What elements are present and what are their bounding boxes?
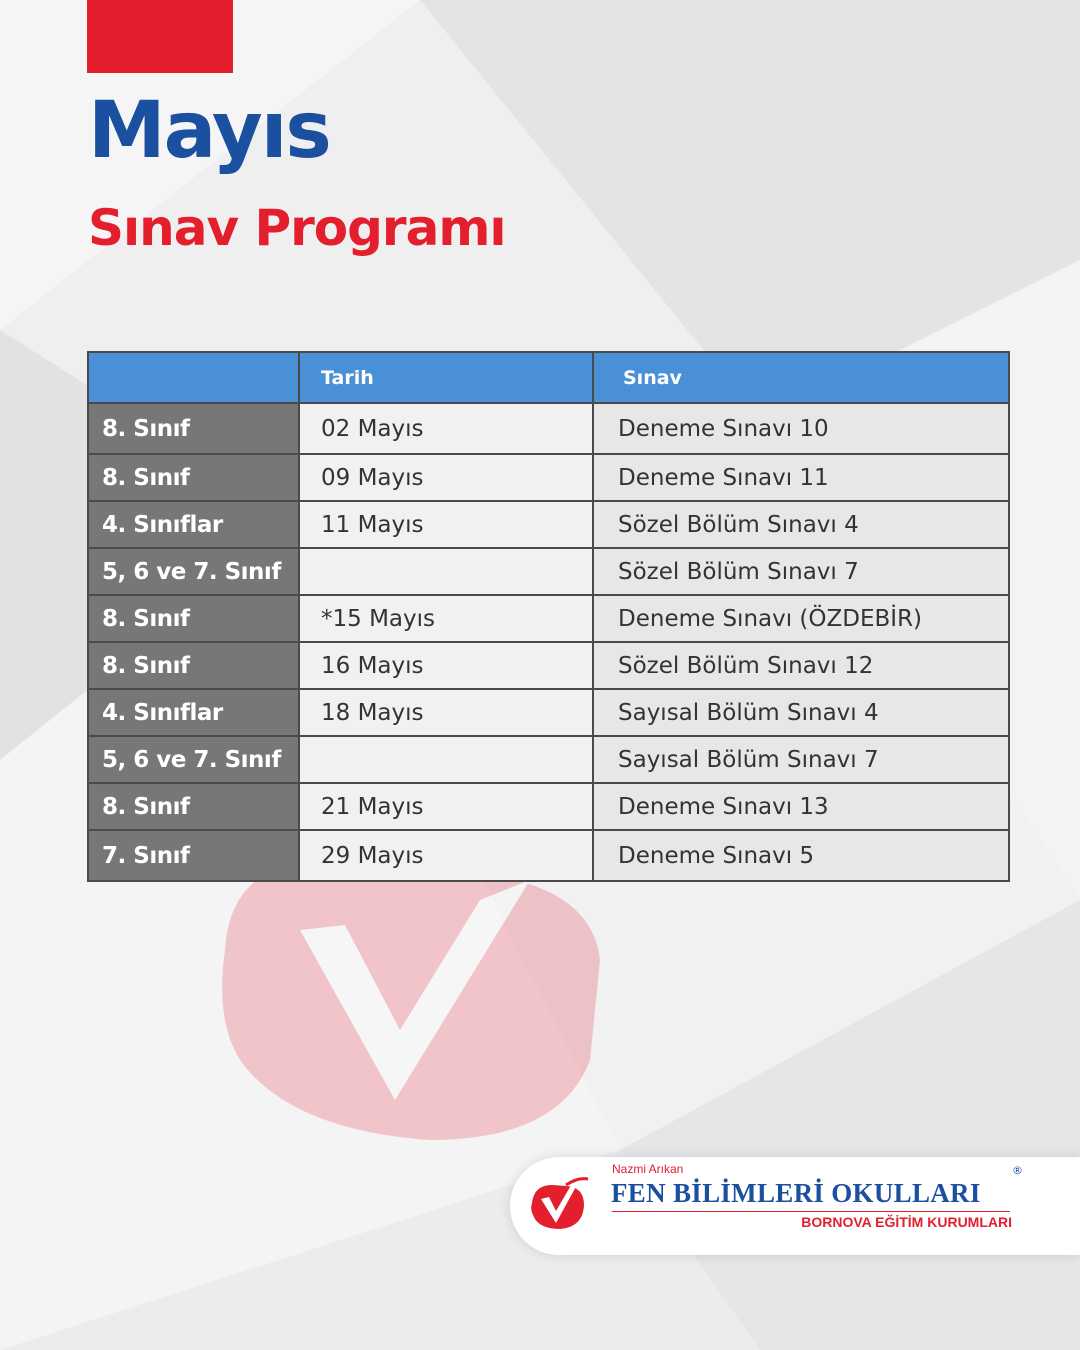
- exam-cell: Sayısal Bölüm Sınavı 7: [593, 736, 1009, 783]
- date-cell: 11 Mayıs: [299, 501, 593, 548]
- exam-cell: Deneme Sınavı 10: [593, 403, 1009, 454]
- exam-cell: Sayısal Bölüm Sınavı 4: [593, 689, 1009, 736]
- exam-cell: Sözel Bölüm Sınavı 4: [593, 501, 1009, 548]
- date-cell: [299, 736, 593, 783]
- class-cell: 8. Sınıf: [88, 783, 299, 830]
- date-cell: [299, 548, 593, 595]
- date-cell: 16 Mayıs: [299, 642, 593, 689]
- exam-cell: Sözel Bölüm Sınavı 12: [593, 642, 1009, 689]
- table-row: [88, 830, 1009, 881]
- exam-schedule-table: [87, 351, 1010, 882]
- class-cell: 8. Sınıf: [88, 595, 299, 642]
- class-cell: 4. Sınıflar: [88, 689, 299, 736]
- table-row: [88, 736, 1009, 783]
- class-cell: 8. Sınıf: [88, 403, 299, 454]
- table-row: [88, 454, 1009, 501]
- table-row: [88, 783, 1009, 830]
- page-title: Mayıs: [88, 86, 330, 176]
- column-header-date: Tarih: [299, 352, 593, 403]
- date-cell: *15 Mayıs: [299, 595, 593, 642]
- class-cell: 4. Sınıflar: [88, 501, 299, 548]
- exam-cell: Deneme Sınavı 5: [593, 830, 1009, 881]
- table-row: [88, 548, 1009, 595]
- exam-cell: Deneme Sınavı 11: [593, 454, 1009, 501]
- class-cell: 8. Sınıf: [88, 454, 299, 501]
- logo-founder-name: Nazmi Arıkan: [612, 1162, 684, 1176]
- date-cell: 09 Mayıs: [299, 454, 593, 501]
- checkmark-logo-icon: [526, 1173, 590, 1237]
- date-cell: 02 Mayıs: [299, 403, 593, 454]
- exam-cell: Deneme Sınavı (ÖZDEBİR): [593, 595, 1009, 642]
- class-cell: 8. Sınıf: [88, 642, 299, 689]
- date-cell: 21 Mayıs: [299, 783, 593, 830]
- table-row: [88, 501, 1009, 548]
- exam-cell: Sözel Bölüm Sınavı 7: [593, 548, 1009, 595]
- logo-school-name: FEN BİLİMLERİ OKULLARI: [611, 1178, 981, 1208]
- column-header-exam: Sınav: [593, 352, 1009, 403]
- class-cell: 5, 6 ve 7. Sınıf: [88, 548, 299, 595]
- page-subtitle: Sınav Programı: [88, 199, 506, 257]
- class-cell: 5, 6 ve 7. Sınıf: [88, 736, 299, 783]
- school-logo-card: [510, 1157, 1080, 1255]
- logo-divider: [612, 1211, 1010, 1212]
- registered-mark: ®: [1012, 1164, 1023, 1177]
- class-cell: 7. Sınıf: [88, 830, 299, 881]
- table-row: [88, 642, 1009, 689]
- table-header-row: [88, 352, 1009, 403]
- exam-cell: Deneme Sınavı 13: [593, 783, 1009, 830]
- logo-tagline: BORNOVA EĞİTİM KURUMLARI: [801, 1214, 1012, 1230]
- column-header-class: [88, 352, 299, 403]
- table-row: [88, 595, 1009, 642]
- table-row: [88, 403, 1009, 454]
- accent-bar: [87, 0, 233, 73]
- date-cell: 29 Mayıs: [299, 830, 593, 881]
- table-row: [88, 689, 1009, 736]
- date-cell: 18 Mayıs: [299, 689, 593, 736]
